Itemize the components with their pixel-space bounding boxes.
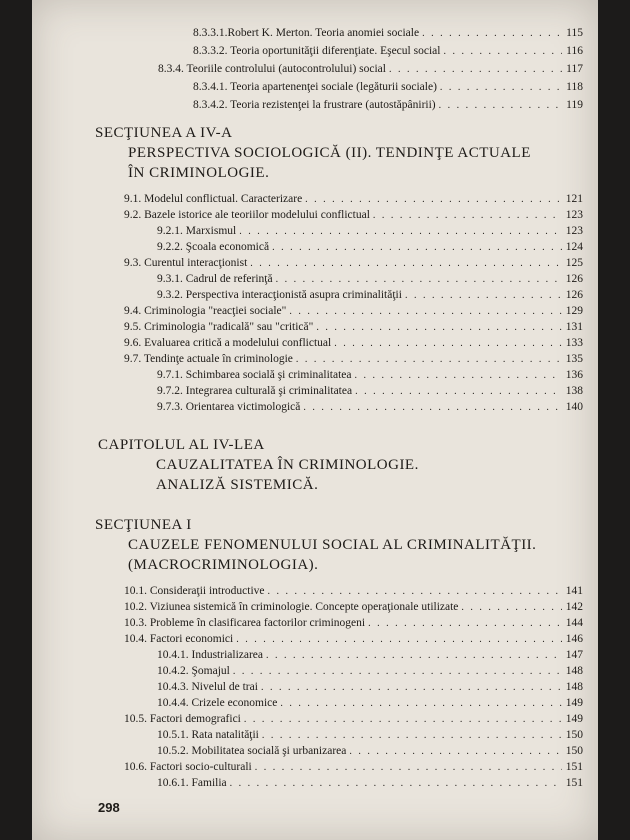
toc-entry-title: 10.5.2. Mobilitatea socială şi urbanizarea bbox=[157, 745, 347, 757]
toc-entry-page: 140 bbox=[565, 401, 583, 413]
toc-entry-page: 131 bbox=[565, 321, 583, 333]
toc-entry bbox=[193, 80, 583, 95]
section-heading: SECŢIUNEA A IV-A bbox=[95, 125, 233, 141]
toc-entry bbox=[158, 62, 583, 77]
book-page bbox=[32, 0, 598, 840]
leader-dots bbox=[349, 744, 562, 759]
toc-entry-title: 9.5. Criminologia "radicală" sau "critică" bbox=[124, 321, 314, 333]
toc-entry-page: 149 bbox=[565, 713, 583, 725]
toc-entry-title: 9.2. Bazele istorice ale teoriilor modelului conflictual bbox=[124, 209, 370, 221]
toc-entry bbox=[124, 304, 583, 319]
leader-dots bbox=[272, 240, 562, 255]
toc-entry-page: 116 bbox=[566, 45, 583, 57]
toc-entry-page: 121 bbox=[565, 193, 583, 205]
leader-dots bbox=[303, 400, 562, 415]
section-heading: SECŢIUNEA I bbox=[95, 517, 192, 533]
toc-entry-title: 9.7.1. Schimbarea socială şi criminalitatea bbox=[157, 369, 352, 381]
leader-dots bbox=[355, 384, 562, 399]
leader-dots bbox=[230, 776, 562, 791]
toc-entry-page: 142 bbox=[565, 601, 583, 613]
toc-entry bbox=[124, 208, 583, 223]
toc-entry-title: 10.3. Probleme în clasificarea factorilor criminogeni bbox=[124, 617, 366, 629]
toc-entry-title: 10.2. Viziunea sistemică în criminologie. Concepte operaţionale utilizate bbox=[124, 601, 459, 613]
toc-entry-page: 135 bbox=[565, 353, 583, 365]
toc-entry-title: 9.6. Evaluarea critică a modelului conflictual bbox=[124, 337, 332, 349]
toc-entry bbox=[157, 680, 583, 695]
leader-dots bbox=[368, 616, 562, 631]
leader-dots bbox=[296, 352, 562, 367]
toc-entry bbox=[157, 368, 583, 383]
toc-entry-page: 118 bbox=[566, 81, 583, 93]
toc-entry-page: 151 bbox=[565, 777, 583, 789]
toc-entry-title: 10.4. Factori economici bbox=[124, 633, 234, 645]
toc-entry bbox=[157, 400, 583, 415]
leader-dots bbox=[316, 320, 562, 335]
toc-entry-title: 10.4.2. Şomajul bbox=[157, 665, 230, 677]
toc-entry-title: 10.4.1. Industrializarea bbox=[157, 649, 264, 661]
toc-entry-page: 123 bbox=[565, 225, 583, 237]
toc-entry-title: 9.3.2. Perspectiva interacţionistă asupra criminalităţii bbox=[157, 289, 402, 301]
toc-entry-page: 115 bbox=[566, 27, 583, 39]
leader-dots bbox=[236, 632, 562, 647]
toc-entry-title: 10.5. Factori demografici bbox=[124, 713, 241, 725]
leader-dots bbox=[244, 712, 562, 727]
toc-entry-page: 148 bbox=[565, 665, 583, 677]
leader-dots bbox=[276, 272, 562, 287]
leader-dots bbox=[422, 26, 562, 41]
toc-entry-title: 10.6. Factori socio-culturali bbox=[124, 761, 252, 773]
toc-entry-title: 10.5.1. Rata natalităţii bbox=[157, 729, 259, 741]
toc-entry bbox=[157, 696, 583, 711]
toc-entry bbox=[124, 616, 583, 631]
leader-dots bbox=[443, 44, 562, 59]
toc-entry bbox=[124, 352, 583, 367]
section-subtitle: CAUZELE FENOMENULUI SOCIAL AL CRIMINALITĂŢII. bbox=[128, 537, 537, 553]
toc-entry-page: 119 bbox=[566, 99, 583, 111]
leader-dots bbox=[305, 192, 562, 207]
section-subtitle: (MACROCRIMINOLOGIA). bbox=[128, 557, 319, 573]
toc-entry-page: 138 bbox=[565, 385, 583, 397]
toc-entry-page: 144 bbox=[565, 617, 583, 629]
toc-entry bbox=[124, 256, 583, 271]
toc-entry-title: 8.3.4. Teoriile controlului (autocontrolului) social bbox=[158, 63, 386, 75]
toc-entry-page: 126 bbox=[565, 273, 583, 285]
leader-dots bbox=[268, 584, 562, 599]
toc-entry-page: 147 bbox=[565, 649, 583, 661]
leader-dots bbox=[250, 256, 562, 271]
toc-entry bbox=[193, 44, 583, 59]
toc-entry bbox=[193, 26, 583, 41]
toc-entry-page: 151 bbox=[565, 761, 583, 773]
leader-dots bbox=[233, 664, 562, 679]
leader-dots bbox=[354, 368, 562, 383]
leader-dots bbox=[280, 696, 562, 711]
toc-entry-title: 9.2.1. Marxismul bbox=[157, 225, 237, 237]
toc-entry-page: 123 bbox=[565, 209, 583, 221]
toc-entry-page: 126 bbox=[565, 289, 583, 301]
toc-entry bbox=[157, 240, 583, 255]
leader-dots bbox=[239, 224, 562, 239]
toc-entry-page: 149 bbox=[565, 697, 583, 709]
toc-entry bbox=[124, 600, 583, 615]
leader-dots bbox=[261, 680, 562, 695]
toc-entry-title: 10.1. Consideraţii introductive bbox=[124, 585, 265, 597]
toc-entry bbox=[124, 632, 583, 647]
section-subtitle: ÎN CRIMINOLOGIE. bbox=[128, 165, 270, 181]
toc-entry-page: 150 bbox=[565, 729, 583, 741]
chapter-heading: CAPITOLUL AL IV-LEA bbox=[98, 437, 265, 453]
toc-entry bbox=[157, 776, 583, 791]
toc-entry bbox=[157, 728, 583, 743]
chapter-title: CAUZALITATEA ÎN CRIMINOLOGIE. bbox=[156, 457, 419, 473]
toc-entry bbox=[157, 224, 583, 239]
toc-entry bbox=[157, 648, 583, 663]
leader-dots bbox=[373, 208, 562, 223]
toc-entry-title: 8.3.4.2. Teoria rezistenţei la frustrare (autostăpânirii) bbox=[193, 99, 436, 111]
leader-dots bbox=[289, 304, 562, 319]
toc-entry-title: 10.4.3. Nivelul de trai bbox=[157, 681, 258, 693]
toc-entry-page: 148 bbox=[565, 681, 583, 693]
toc-entry-title: 9.7. Tendinţe actuale în criminologie bbox=[124, 353, 293, 365]
toc-entry-title: 9.7.3. Orientarea victimologică bbox=[157, 401, 301, 413]
leader-dots bbox=[405, 288, 562, 303]
leader-dots bbox=[461, 600, 562, 615]
toc-entry bbox=[157, 384, 583, 399]
toc-entry-page: 129 bbox=[565, 305, 583, 317]
toc-entry-title: 9.7.2. Integrarea culturală şi criminalitatea bbox=[157, 385, 353, 397]
toc-entry bbox=[157, 288, 583, 303]
leader-dots bbox=[389, 62, 562, 77]
toc-entry-title: 9.3.1. Cadrul de referinţă bbox=[157, 273, 273, 285]
leader-dots bbox=[255, 760, 562, 775]
toc-entry-page: 125 bbox=[565, 257, 583, 269]
leader-dots bbox=[440, 80, 562, 95]
toc-entry-page: 136 bbox=[565, 369, 583, 381]
section-subtitle: PERSPECTIVA SOCIOLOGICĂ (II). TENDINŢE ACTUALE bbox=[128, 145, 531, 161]
toc-entry-page: 117 bbox=[566, 63, 583, 75]
toc-entry bbox=[193, 98, 583, 113]
toc-entry bbox=[124, 336, 583, 351]
toc-entry-title: 10.6.1. Familia bbox=[157, 777, 227, 789]
toc-entry-title: 9.2.2. Şcoala economică bbox=[157, 241, 270, 253]
leader-dots bbox=[439, 98, 562, 113]
toc-entry-page: 146 bbox=[565, 633, 583, 645]
toc-entry-title: 10.4.4. Crizele economice bbox=[157, 697, 278, 709]
toc-entry-title: 8.3.3.2. Teoria oportunităţii diferenţiate. Eşecul social bbox=[193, 45, 441, 57]
toc-entry-title: 8.3.3.1.Robert K. Merton. Teoria anomiei sociale bbox=[193, 27, 420, 39]
toc-entry-title: 9.3. Curentul interacţionist bbox=[124, 257, 248, 269]
toc-entry bbox=[157, 272, 583, 287]
toc-entry-title: 9.1. Modelul conflictual. Caracterizare bbox=[124, 193, 303, 205]
toc-entry bbox=[157, 744, 583, 759]
toc-entry bbox=[124, 192, 583, 207]
leader-dots bbox=[334, 336, 562, 351]
toc-entry bbox=[124, 584, 583, 599]
toc-entry bbox=[157, 664, 583, 679]
toc-entry-page: 133 bbox=[565, 337, 583, 349]
chapter-title: ANALIZĂ SISTEMICĂ. bbox=[156, 477, 319, 493]
leader-dots bbox=[262, 728, 562, 743]
toc-entry-title: 8.3.4.1. Teoria apartenenţei sociale (legăturii sociale) bbox=[193, 81, 437, 93]
toc-entry-page: 150 bbox=[565, 745, 583, 757]
toc-entry-page: 124 bbox=[565, 241, 583, 253]
toc-entry bbox=[124, 320, 583, 335]
leader-dots bbox=[266, 648, 562, 663]
page-number: 298 bbox=[98, 800, 120, 815]
toc-entry bbox=[124, 712, 583, 727]
toc-entry-page: 141 bbox=[565, 585, 583, 597]
toc-entry bbox=[124, 760, 583, 775]
toc-entry-title: 9.4. Criminologia "reacţiei sociale" bbox=[124, 305, 287, 317]
